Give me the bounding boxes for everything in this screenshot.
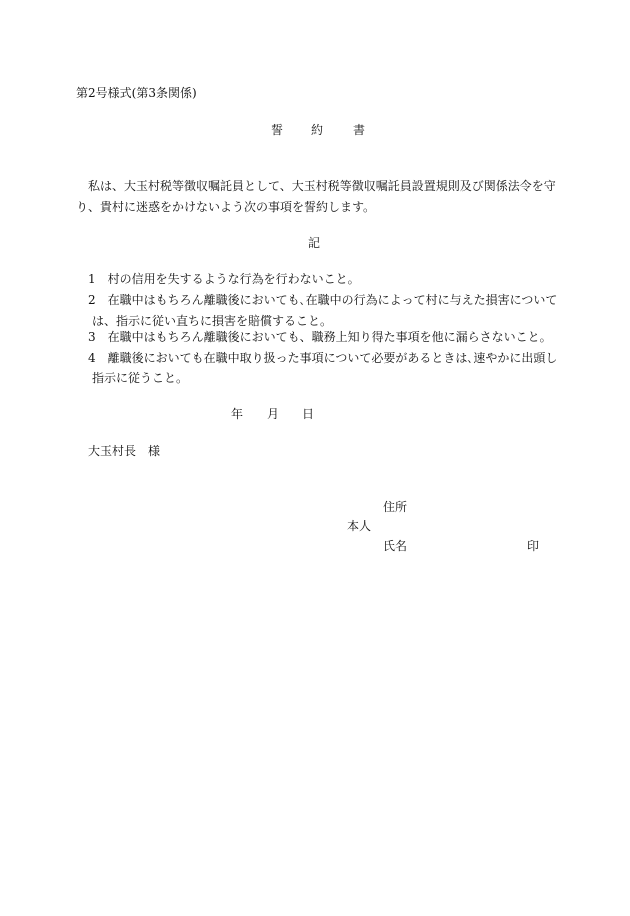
- title-char-3: 書: [353, 123, 366, 137]
- item-1: 1 村の信用を失するような行為を行わないこと。: [88, 272, 360, 286]
- name-label: 氏名: [383, 539, 408, 553]
- self-label: 本人: [347, 519, 372, 533]
- item-4-line-1: 4 離職後においても在職中取り扱った事項について必要があるときは､速やかに出頭し: [88, 351, 558, 365]
- form-label: 第2号様式(第3条関係): [76, 86, 197, 100]
- intro-paragraph-line-1: 私は、大玉村税等徴収嘱託員として、大玉村税等徴収嘱託員設置規則及び関係法令を守: [88, 179, 556, 193]
- address-label: 住所: [383, 500, 408, 514]
- intro-paragraph-line-2: り、貴村に迷惑をかけないよう次の事項を誓約します。: [76, 200, 376, 214]
- item-4-line-2: 指示に従うこと。: [92, 371, 189, 385]
- seal-label: 印: [527, 539, 540, 553]
- date-day-label: 日: [302, 407, 315, 421]
- item-2-line-1: 2 在職中はもちろん離職後においても､在職中の行為によって村に与えた損害について: [88, 293, 558, 307]
- addressee: 大玉村長 様: [88, 444, 161, 458]
- item-3: 3 在職中はもちろん離職後においても、職務上知り得た事項を他に漏らさないこと。: [88, 330, 552, 344]
- item-2-line-2: は、指示に従い直ちに損害を賠償すること。: [92, 314, 333, 328]
- ki-heading: 記: [308, 236, 321, 250]
- date-month-label: 月: [267, 407, 280, 421]
- date-year-label: 年: [231, 407, 244, 421]
- title-char-1: 誓: [271, 123, 284, 137]
- title-char-2: 約: [311, 123, 324, 137]
